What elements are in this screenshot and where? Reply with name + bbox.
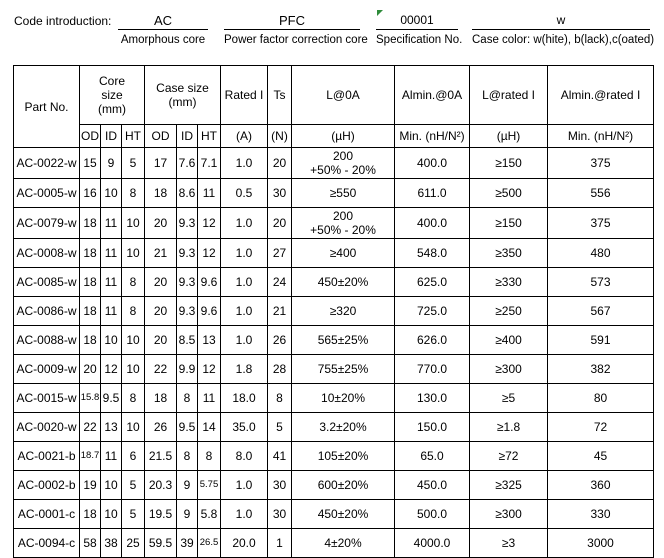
cell-l-rated: ≥300 <box>470 355 548 384</box>
cell-core-od: 16 <box>80 179 101 208</box>
unit-case-ht: HT <box>198 125 221 148</box>
cell-core-ht: 10 <box>122 326 145 355</box>
table-row <box>14 326 654 355</box>
cell-case-ht: 11 <box>198 384 221 413</box>
cell-part-no: AC-0020-w <box>14 413 80 442</box>
cell-core-id: 9 <box>101 148 122 179</box>
cell-part-no: AC-0022-w <box>14 148 80 179</box>
cell-case-id: 9 <box>177 500 198 529</box>
header-core-size <box>80 66 145 125</box>
cell-ts: 28 <box>268 355 292 384</box>
cell-case-od: 22 <box>145 355 177 384</box>
cell-l-rated: ≥400 <box>470 326 548 355</box>
cell-rated-i: 1.0 <box>221 268 268 297</box>
cell-l0a: 4±20% <box>292 529 395 558</box>
spec-table <box>13 65 654 558</box>
unit-rated-i: (A) <box>221 125 268 148</box>
cell-almin0a: 548.0 <box>395 239 470 268</box>
cell-almin-rated: 382 <box>548 355 654 384</box>
cell-core-id: 13 <box>101 413 122 442</box>
cell-case-od: 20 <box>145 208 177 239</box>
unit-l0a: (µH) <box>292 125 395 148</box>
cell-almin-rated: 591 <box>548 326 654 355</box>
cell-almin0a: 130.0 <box>395 384 470 413</box>
unit-ts: (N) <box>268 125 292 148</box>
cell-almin0a: 626.0 <box>395 326 470 355</box>
unit-l-rated: (µH) <box>470 125 548 148</box>
cell-l-rated: ≥325 <box>470 471 548 500</box>
cell-case-id: 9.5 <box>177 413 198 442</box>
cell-case-ht: 9.6 <box>198 268 221 297</box>
table-row <box>14 239 654 268</box>
l0a-nominal: 200 <box>333 149 354 163</box>
cell-case-ht: 13 <box>198 326 221 355</box>
cell-part-no: AC-0002-b <box>14 471 80 500</box>
cell-almin-rated: 480 <box>548 239 654 268</box>
cell-l0a: ≥400 <box>292 239 395 268</box>
cell-l0a: 3.2±20% <box>292 413 395 442</box>
header-almin-rated: Almin.@rated I <box>548 66 654 125</box>
cell-core-id: 11 <box>101 268 122 297</box>
cell-case-id: 9.3 <box>177 297 198 326</box>
cell-case-id: 8.6 <box>177 179 198 208</box>
cell-l0a: 105±20% <box>292 442 395 471</box>
cell-case-ht: 8 <box>198 442 221 471</box>
table-body <box>14 148 654 558</box>
header-case-size-label: Case size (mm) <box>156 81 209 109</box>
header-rated-i: Rated I <box>221 66 268 125</box>
cell-part-no: AC-0015-w <box>14 384 80 413</box>
cell-almin-rated: 375 <box>548 208 654 239</box>
cell-part-no: AC-0021-b <box>14 442 80 471</box>
cell-core-ht: 10 <box>122 413 145 442</box>
cell-case-id: 9.3 <box>177 239 198 268</box>
cell-almin0a: 500.0 <box>395 500 470 529</box>
cell-part-no: AC-0085-w <box>14 268 80 297</box>
cell-l-rated: ≥150 <box>470 208 548 239</box>
cell-l0a: ≥320 <box>292 297 395 326</box>
cell-l-rated: ≥500 <box>470 179 548 208</box>
cell-almin-rated: 3000 <box>548 529 654 558</box>
cell-core-od: 18.7 <box>80 442 101 471</box>
table-row <box>14 297 654 326</box>
cell-almin0a: 611.0 <box>395 179 470 208</box>
table-row <box>14 355 654 384</box>
cell-core-id: 10 <box>101 179 122 208</box>
code-intro-label: Code introduction: <box>14 14 112 28</box>
cell-rated-i: 1.0 <box>221 148 268 179</box>
cell-ts: 26 <box>268 326 292 355</box>
cell-core-ht: 10 <box>122 208 145 239</box>
table-row <box>14 442 654 471</box>
cell-core-ht: 8 <box>122 384 145 413</box>
cell-core-od: 15.8 <box>80 384 101 413</box>
cell-rated-i: 1.8 <box>221 355 268 384</box>
cell-rated-i: 0.5 <box>221 179 268 208</box>
cell-case-ht: 11 <box>198 179 221 208</box>
cell-core-od: 22 <box>80 413 101 442</box>
cell-rated-i: 1.0 <box>221 326 268 355</box>
cell-core-id: 10 <box>101 500 122 529</box>
cell-ts: 5 <box>268 413 292 442</box>
cell-ts: 30 <box>268 179 292 208</box>
header-l0a: L@0A <box>292 66 395 125</box>
cell-core-od: 18 <box>80 326 101 355</box>
unit-almin0a: Min. (nH/N²) <box>395 125 470 148</box>
header-row <box>14 66 654 125</box>
cell-almin0a: 65.0 <box>395 442 470 471</box>
cell-part-no: AC-0086-w <box>14 297 80 326</box>
cell-ts: 1 <box>268 529 292 558</box>
cell-rated-i: 35.0 <box>221 413 268 442</box>
cell-ts: 30 <box>268 471 292 500</box>
cell-almin0a: 400.0 <box>395 208 470 239</box>
cell-almin-rated: 567 <box>548 297 654 326</box>
cell-case-id: 8.5 <box>177 326 198 355</box>
cell-case-id: 8 <box>177 384 198 413</box>
code-field-value: w <box>472 12 650 30</box>
cell-rated-i: 8.0 <box>221 442 268 471</box>
cell-ts: 21 <box>268 297 292 326</box>
cell-core-ht: 25 <box>122 529 145 558</box>
cell-core-id: 10 <box>101 326 122 355</box>
cell-case-ht: 5.75 <box>198 471 221 500</box>
cell-part-no: AC-0088-w <box>14 326 80 355</box>
header-core-size-label: Core size (mm) <box>98 74 126 116</box>
cell-case-id: 9.3 <box>177 268 198 297</box>
cell-ts: 41 <box>268 442 292 471</box>
unit-core-ht: HT <box>122 125 145 148</box>
cell-core-id: 11 <box>101 239 122 268</box>
cell-case-ht: 9.6 <box>198 297 221 326</box>
cell-almin-rated: 360 <box>548 471 654 500</box>
cell-case-od: 20 <box>145 268 177 297</box>
code-field-description: Specification No. <box>376 34 463 46</box>
header-almin0a: Almin.@0A <box>395 66 470 125</box>
cell-l0a: ≥550 <box>292 179 395 208</box>
cell-case-ht: 12 <box>198 208 221 239</box>
cell-almin-rated: 573 <box>548 268 654 297</box>
code-field-application <box>224 12 368 46</box>
cell-l-rated: ≥72 <box>470 442 548 471</box>
cell-core-ht: 5 <box>122 148 145 179</box>
table-row <box>14 268 654 297</box>
cell-core-ht: 8 <box>122 179 145 208</box>
cell-rated-i: 1.0 <box>221 471 268 500</box>
cell-core-od: 19 <box>80 471 101 500</box>
cell-ts: 30 <box>268 500 292 529</box>
cell-part-no: AC-0001-c <box>14 500 80 529</box>
cell-case-od: 18 <box>145 179 177 208</box>
cell-rated-i: 1.0 <box>221 239 268 268</box>
cell-case-id: 8 <box>177 442 198 471</box>
cell-rated-i: 1.0 <box>221 208 268 239</box>
code-field-material <box>118 12 208 46</box>
units-row <box>14 125 654 148</box>
cell-almin-rated: 375 <box>548 148 654 179</box>
cell-ts: 24 <box>268 268 292 297</box>
cell-rated-i: 18.0 <box>221 384 268 413</box>
cell-core-ht: 10 <box>122 355 145 384</box>
cell-rated-i: 1.0 <box>221 500 268 529</box>
cell-core-ht: 5 <box>122 471 145 500</box>
cell-core-od: 18 <box>80 239 101 268</box>
cell-almin0a: 725.0 <box>395 297 470 326</box>
cell-case-id: 7.6 <box>177 148 198 179</box>
cell-core-id: 11 <box>101 208 122 239</box>
cell-l0a <box>292 208 395 239</box>
cell-rated-i: 1.0 <box>221 297 268 326</box>
cell-almin-rated: 556 <box>548 179 654 208</box>
cell-case-od: 20 <box>145 326 177 355</box>
cell-case-ht: 26.5 <box>198 529 221 558</box>
cell-almin0a: 625.0 <box>395 268 470 297</box>
cell-almin0a: 450.0 <box>395 471 470 500</box>
cell-core-od: 20 <box>80 355 101 384</box>
code-field-case-color <box>472 12 655 46</box>
cell-l-rated: ≥3 <box>470 529 548 558</box>
cell-ts: 8 <box>268 384 292 413</box>
cell-l-rated: ≥250 <box>470 297 548 326</box>
cell-l0a: 565±25% <box>292 326 395 355</box>
cell-l-rated: ≥150 <box>470 148 548 179</box>
unit-core-od: OD <box>80 125 101 148</box>
cell-almin-rated: 330 <box>548 500 654 529</box>
table-row <box>14 148 654 179</box>
cell-l0a: 600±20% <box>292 471 395 500</box>
cell-core-ht: 5 <box>122 500 145 529</box>
table-row <box>14 384 654 413</box>
cell-case-ht: 12 <box>198 239 221 268</box>
cell-ts: 27 <box>268 239 292 268</box>
cell-case-od: 17 <box>145 148 177 179</box>
cell-part-no: AC-0009-w <box>14 355 80 384</box>
cell-case-od: 20 <box>145 297 177 326</box>
unit-case-od: OD <box>145 125 177 148</box>
code-field-description: Case color: w(hite), b(lack),c(oated) <box>472 34 655 46</box>
cell-core-ht: 8 <box>122 297 145 326</box>
cell-part-no: AC-0005-w <box>14 179 80 208</box>
table-row <box>14 471 654 500</box>
cell-l0a: 10±20% <box>292 384 395 413</box>
cell-core-od: 58 <box>80 529 101 558</box>
cell-case-ht: 7.1 <box>198 148 221 179</box>
cell-rated-i: 20.0 <box>221 529 268 558</box>
cell-ts: 20 <box>268 148 292 179</box>
cell-l0a: 755±25% <box>292 355 395 384</box>
code-field-value: 00001 <box>376 12 458 30</box>
cell-part-no: AC-0079-w <box>14 208 80 239</box>
cell-case-id: 9.9 <box>177 355 198 384</box>
cell-case-id: 9 <box>177 471 198 500</box>
cell-almin0a: 770.0 <box>395 355 470 384</box>
cell-l0a <box>292 148 395 179</box>
cell-core-ht: 8 <box>122 268 145 297</box>
cell-core-id: 12 <box>101 355 122 384</box>
table-row <box>14 413 654 442</box>
cell-core-ht: 6 <box>122 442 145 471</box>
cell-core-od: 18 <box>80 297 101 326</box>
cell-case-od: 18 <box>145 384 177 413</box>
table-row <box>14 208 654 239</box>
cell-core-od: 18 <box>80 208 101 239</box>
cell-l-rated: ≥300 <box>470 500 548 529</box>
cell-core-id: 38 <box>101 529 122 558</box>
cell-l0a: 450±20% <box>292 500 395 529</box>
cell-almin0a: 150.0 <box>395 413 470 442</box>
cell-core-od: 18 <box>80 500 101 529</box>
l0a-tolerance: +50% - 20% <box>310 163 376 177</box>
header-case-size <box>145 66 221 125</box>
l0a-tolerance: +50% - 20% <box>310 223 376 237</box>
cell-core-id: 9.5 <box>101 384 122 413</box>
cell-almin0a: 4000.0 <box>395 529 470 558</box>
code-field-description: Power factor correction core <box>224 34 368 46</box>
l0a-nominal: 200 <box>333 209 354 223</box>
cell-part-no: AC-0008-w <box>14 239 80 268</box>
cell-almin-rated: 80 <box>548 384 654 413</box>
cell-l-rated: ≥5 <box>470 384 548 413</box>
cell-l-rated: ≥1.8 <box>470 413 548 442</box>
cell-case-od: 21 <box>145 239 177 268</box>
cell-almin-rated: 72 <box>548 413 654 442</box>
cell-core-ht: 10 <box>122 239 145 268</box>
unit-core-id: ID <box>101 125 122 148</box>
code-field-value: AC <box>118 12 208 30</box>
code-field-value: PFC <box>224 12 360 30</box>
header-part-no: Part No. <box>14 66 80 148</box>
table-row <box>14 179 654 208</box>
code-field-description: Amorphous core <box>120 34 206 46</box>
cell-case-od: 59.5 <box>145 529 177 558</box>
cell-core-od: 18 <box>80 268 101 297</box>
cell-core-id: 10 <box>101 471 122 500</box>
cell-case-ht: 12 <box>198 355 221 384</box>
cell-almin-rated: 45 <box>548 442 654 471</box>
header-l-rated: L@rated I <box>470 66 548 125</box>
header-ts: Ts <box>268 66 292 125</box>
cell-core-id: 11 <box>101 297 122 326</box>
cell-l0a: 450±20% <box>292 268 395 297</box>
cell-almin0a: 400.0 <box>395 148 470 179</box>
cell-case-ht: 5.8 <box>198 500 221 529</box>
cell-l-rated: ≥350 <box>470 239 548 268</box>
unit-almin-rated: Min. (nH/N²) <box>548 125 654 148</box>
cell-core-od: 15 <box>80 148 101 179</box>
cell-case-od: 21.5 <box>145 442 177 471</box>
cell-case-id: 39 <box>177 529 198 558</box>
cell-l-rated: ≥330 <box>470 268 548 297</box>
cell-part-no: AC-0094-c <box>14 529 80 558</box>
code-field-spec-no <box>376 12 463 46</box>
table-row <box>14 500 654 529</box>
cell-case-id: 9.3 <box>177 208 198 239</box>
cell-core-id: 11 <box>101 442 122 471</box>
cell-case-od: 20.3 <box>145 471 177 500</box>
unit-case-id: ID <box>177 125 198 148</box>
cell-case-od: 19.5 <box>145 500 177 529</box>
code-introduction <box>0 0 664 52</box>
table-row <box>14 529 654 558</box>
cell-ts: 20 <box>268 208 292 239</box>
cell-case-ht: 14 <box>198 413 221 442</box>
cell-case-od: 26 <box>145 413 177 442</box>
